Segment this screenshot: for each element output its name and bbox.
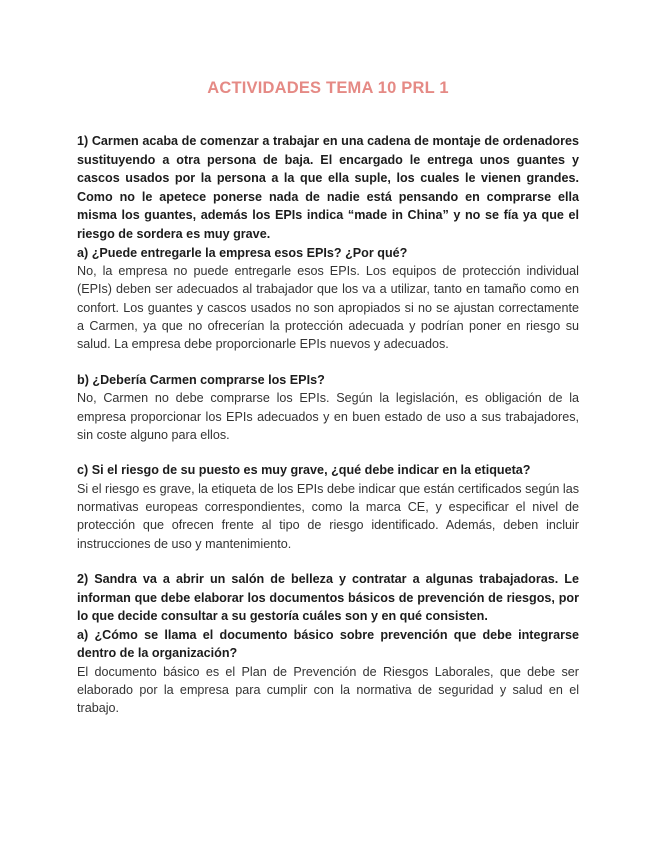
case-2-statement: 2) Sandra va a abrir un salón de belleza y contratar a algunas trabajadoras. Le informan que debe elaborar los documentos básicos de prevención de riesgos, por lo que decide consultar a su gestoría cuáles son y en qué consisten. (77, 571, 579, 624)
answer-1c: Si el riesgo es grave, la etiqueta de los EPIs debe indicar que están certificados según las normativas europeas correspondientes, como la marca CE, y especificar el nivel de protección que ofrecen frente al tipo de riesgo identificado. Además, deben incluir instrucciones de uso y mantenimiento. (77, 481, 579, 551)
spacer (77, 354, 579, 371)
document-title: ACTIVIDADES TEMA 10 PRL 1 (207, 79, 449, 97)
question-1a: a) ¿Puede entregarle la empresa esos EPIs? ¿Por qué? (77, 245, 408, 260)
question-2a: a) ¿Cómo se llama el documento básico sobre prevención que debe integrarse dentro de la organización? (77, 627, 579, 661)
answer-2a: El documento básico es el Plan de Prevención de Riesgos Laborales, que debe ser elaborado por la empresa para cumplir con la normativa de seguridad y salud en el trabajo. (77, 664, 579, 716)
question-1c: c) Si el riesgo de su puesto es muy grave, ¿qué debe indicar en la etiqueta? (77, 463, 531, 478)
question-1b: b) ¿Debería Carmen comprarse los EPIs? (77, 372, 325, 387)
answer-1a: No, la empresa no puede entregarle esos EPIs. Los equipos de protección individual (EPIs) deben ser adecuados al trabajador que los va a utilizar, tanto en tamaño como en confort. Los guantes y cascos usados no son apropiados si no se ajustan correctamente a Carmen, ya que no ofrecerían la protección adecuada y podrían poner en riesgo su salud. La empresa debe proporcionarle EPIs nuevos y adecuados. (77, 264, 579, 352)
answer-1b: No, Carmen no debe comprarse los EPIs. Según la legislación, es obligación de la empresa proporcionar los EPIs adecuados y en buen estado de uso a sus trabajadores, sin coste alguno para ellos. (77, 391, 579, 442)
spacer (77, 553, 579, 570)
case-1-statement: 1) Carmen acaba de comenzar a trabajar en una cadena de montaje de ordenadores sustituyendo a otra persona de baja. El encargado le entrega unos guantes y cascos usados por la persona a la que ella suple, los cuales le vienen grandes. Como no le apetece ponerse nada de nadie está pensando en comprarse ella misma los guantes, además los EPIs indica “made in China” y no se fía ya que el riesgo de sordera es muy grave. (77, 134, 579, 241)
spacer (77, 444, 579, 461)
